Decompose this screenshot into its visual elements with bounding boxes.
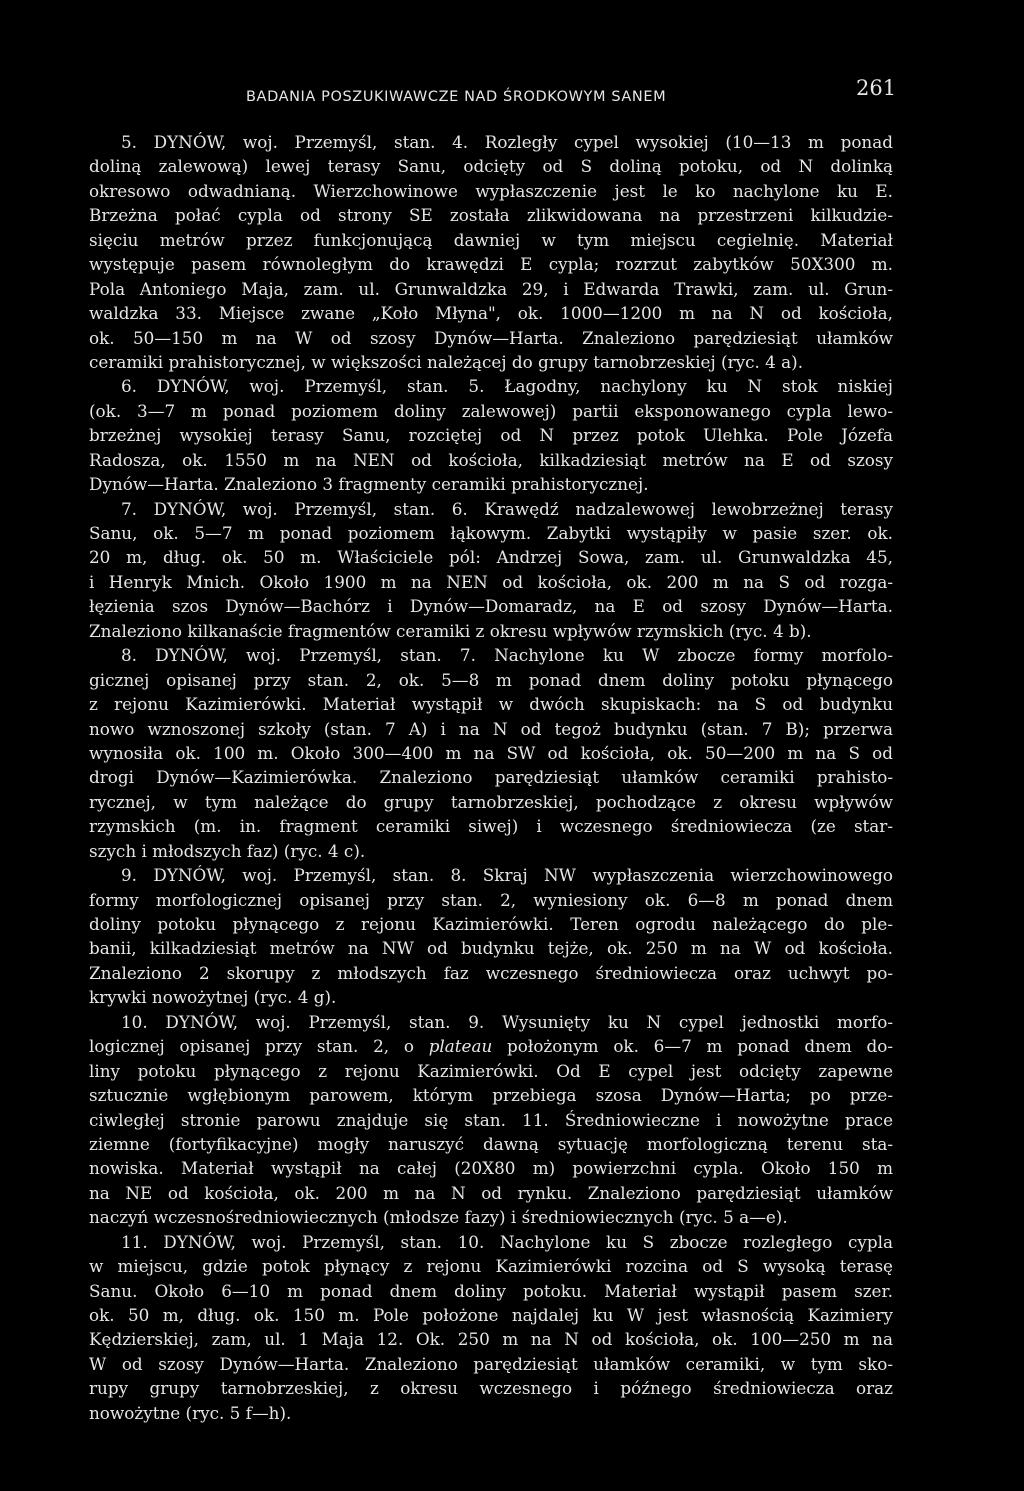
text-line: Znaleziono 2 skorupy z młodszych faz wczesnego średniowiecza oraz uchwyt po- [89, 962, 893, 983]
text-line: Sanu. Około 6—10 m ponad dnem doliny potoku. Materiał wystąpił pasem szer. [89, 1280, 893, 1301]
text-line: 10. DYNÓW, woj. Przemyśl, stan. 9. Wysunięty ku N cypel jednostki morfo- [121, 1011, 893, 1032]
text-line: waldzka 33. Miejsce zwane „Koło Młyna", ok. 1000—1200 m na N od kościoła, [89, 303, 893, 324]
text-line: 8. DYNÓW, woj. Przemyśl, stan. 7. Nachylone ku W zbocze formy morfolo- [121, 645, 893, 666]
text-line: naczyń wczesnośredniowiecznych (młodsze fazy) i średniowiecznych (ryc. 5 a—e). [89, 1207, 788, 1228]
running-head: BADANIA POSZUKIWAWCZE NAD ŚRODKOWYM SANEM [246, 89, 667, 105]
text-line: 9. DYNÓW, woj. Przemyśl, stan. 8. Skraj NW wypłaszczenia wierzchowinowego [121, 865, 893, 886]
text-line: ziemne (fortyfikacyjne) mogły naruszyć dawną sytuację morfologiczną terenu sta- [89, 1133, 893, 1154]
text-line: drogi Dynów—Kazimierówka. Znaleziono parędziesiąt ułamków ceramiki prahisto- [89, 767, 893, 788]
text-line: Radosza, ok. 1550 m na NEN od kościoła, kilkadziesiąt metrów na E od szosy [89, 449, 893, 470]
text-line: szych i młodszych faz) (ryc. 4 c). [89, 840, 366, 861]
text-line: sięciu metrów przez funkcjonującą dawniej w tym miejscu cegielnię. Materiał [89, 229, 893, 250]
text-line: liny potoku płynącego z rejonu Kazimierówki. Od E cypel jest odcięty zapewne [89, 1060, 893, 1081]
text-line: rupy grupy tarnobrzeskiej, z okresu wczesnego i późnego średniowiecza oraz [89, 1378, 893, 1399]
text-line-part: logicznej opisanej przy stan. 2, o [89, 1036, 429, 1057]
text-line: rzymskich (m. in. fragment ceramiki siwej) i wczesnego średniowiecza (ze star- [89, 816, 893, 837]
text-line: ok. 50—150 m na W od szosy Dynów—Harta. Znaleziono parędziesiąt ułamków [89, 327, 893, 348]
text-line: (ok. 3—7 m ponad poziomem doliny zalewowej) partii eksponowanego cypla lewo- [89, 400, 893, 421]
text-line: krywki nowożytnej (ryc. 4 g). [89, 987, 337, 1008]
text-line-part: położonym ok. 6—7 m ponad dnem do- [492, 1036, 893, 1057]
text-line: 6. DYNÓW, woj. Przemyśl, stan. 5. Łagodny, nachylony ku N stok niskiej [121, 376, 893, 397]
text-line: Dynów—Harta. Znaleziono 3 fragmenty ceramiki prahistorycznej. [89, 474, 649, 495]
text-line: rycznej, w tym należące do grupy tarnobrzeskiej, pochodzące z okresu wpływów [89, 791, 893, 812]
text-line: 11. DYNÓW, woj. Przemyśl, stan. 10. Nachylone ku S zbocze rozległego cypla [121, 1231, 893, 1252]
text-line: i Henryk Mnich. Około 1900 m na NEN od kościoła, ok. 200 m na S od rozga- [89, 571, 893, 592]
text-line: na NE od kościoła, ok. 200 m na N od rynku. Znaleziono parędziesiąt ułamków [89, 1182, 893, 1203]
text-line: wynosiła ok. 100 m. Około 300—400 m na SW od kościoła, ok. 50—200 m na S od [89, 742, 893, 763]
text-line: nowiska. Materiał wystąpił na całej (20X80 m) powierzchni cypla. Około 150 m [89, 1158, 893, 1179]
text-line: okresowo odwadnianą. Wierzchowinowe wypłaszczenie jest le ko nachylone ku E. [89, 180, 893, 201]
text-line: nowo wznoszonej szkoły (stan. 7 A) i na N od tegoż budynku (stan. 7 B); przerwa [89, 718, 893, 739]
text-line: ciwległej stronie parowu znajduje się stan. 11. Średniowieczne i nowożytne prace [89, 1109, 893, 1130]
text-line: banii, kilkadziesiąt metrów na NW od budynku tejże, ok. 250 m na W od kościoła. [89, 938, 893, 959]
text-line: łęzienia szos Dynów—Bachórz i Dynów—Domaradz, na E od szosy Dynów—Harta. [89, 596, 893, 617]
text-line: 7. DYNÓW, woj. Przemyśl, stan. 6. Krawędź nadzalewowej lewobrzeżnej terasy [121, 498, 893, 519]
text-line: w miejscu, gdzie potok płynący z rejonu Kazimierówki rozcina od S wysoką terasę [89, 1256, 893, 1277]
text-line: sztucznie wgłębionym parowem, którym przebiega szosa Dynów—Harta; po prze- [89, 1085, 893, 1106]
text-line [89, 1034, 893, 1058]
text-line: Znaleziono kilkanaście fragmentów ceramiki z okresu wpływów rzymskich (ryc. 4 b). [89, 620, 812, 641]
text-line: formy morfologicznej opisanej przy stan. 2, wyniesiony ok. 6—8 m ponad dnem [89, 889, 893, 910]
body-text [89, 130, 893, 1425]
text-line: doliny potoku płynącego z rejonu Kazimierówki. Teren ogrodu należącego do ple- [89, 914, 893, 934]
text-line: Brzeżna połać cypla od strony SE została zlikwidowana na przestrzeni kilkudzie- [89, 205, 893, 226]
text-line: występuje pasem równoległym do krawędzi E cypla; rozrzut zabytków 50X300 m. [89, 254, 893, 275]
text-line: 5. DYNÓW, woj. Przemyśl, stan. 4. Rozległy cypel wysokiej (10—13 m ponad [121, 132, 893, 152]
text-line: z rejonu Kazimierówki. Materiał wystąpił w dwóch skupiskach: na S od budynku [89, 694, 893, 715]
text-line: W od szosy Dynów—Harta. Znaleziono parędziesiąt ułamków ceramiki, w tym sko- [89, 1353, 893, 1374]
text-line: brzeżnej wysokiej terasy Sanu, rozciętej od N przez potok Ulehka. Pole Józefa [89, 425, 893, 446]
text-line: nowożytne (ryc. 5 f—h). [89, 1402, 292, 1423]
text-line: gicznej opisanej przy stan. 2, ok. 5—8 m ponad dnem doliny potoku płynącego [89, 669, 893, 690]
text-line: Kędzierskiej, zam, ul. 1 Maja 12. Ok. 250 m na N od kościoła, ok. 100—250 m na [89, 1329, 893, 1350]
text-line: 20 m, dług. ok. 50 m. Właściciele pól: Andrzej Sowa, zam. ul. Grunwaldzka 45, [89, 547, 893, 568]
text-line: ok. 50 m, dług. ok. 150 m. Pole położone najdalej ku W jest własnością Kazimiery [89, 1305, 893, 1325]
text-line: ceramiki prahistorycznej, w większości należącej do grupy tarnobrzeskiej (ryc. 4 a). [89, 351, 804, 372]
text-line: doliną zalewową) lewej terasy Sanu, odcięty od S doliną potoku, od N dolinką [89, 156, 893, 177]
text-line: Pola Antoniego Maja, zam. ul. Grunwaldzka 29, i Edwarda Trawki, zam. ul. Grun- [89, 278, 893, 299]
text-line: Sanu, ok. 5—7 m ponad poziomem łąkowym. Zabytki wystąpiły w pasie szer. ok. [89, 523, 893, 543]
page-number: 261 [856, 76, 897, 100]
italic-term: plateau [428, 1036, 493, 1057]
